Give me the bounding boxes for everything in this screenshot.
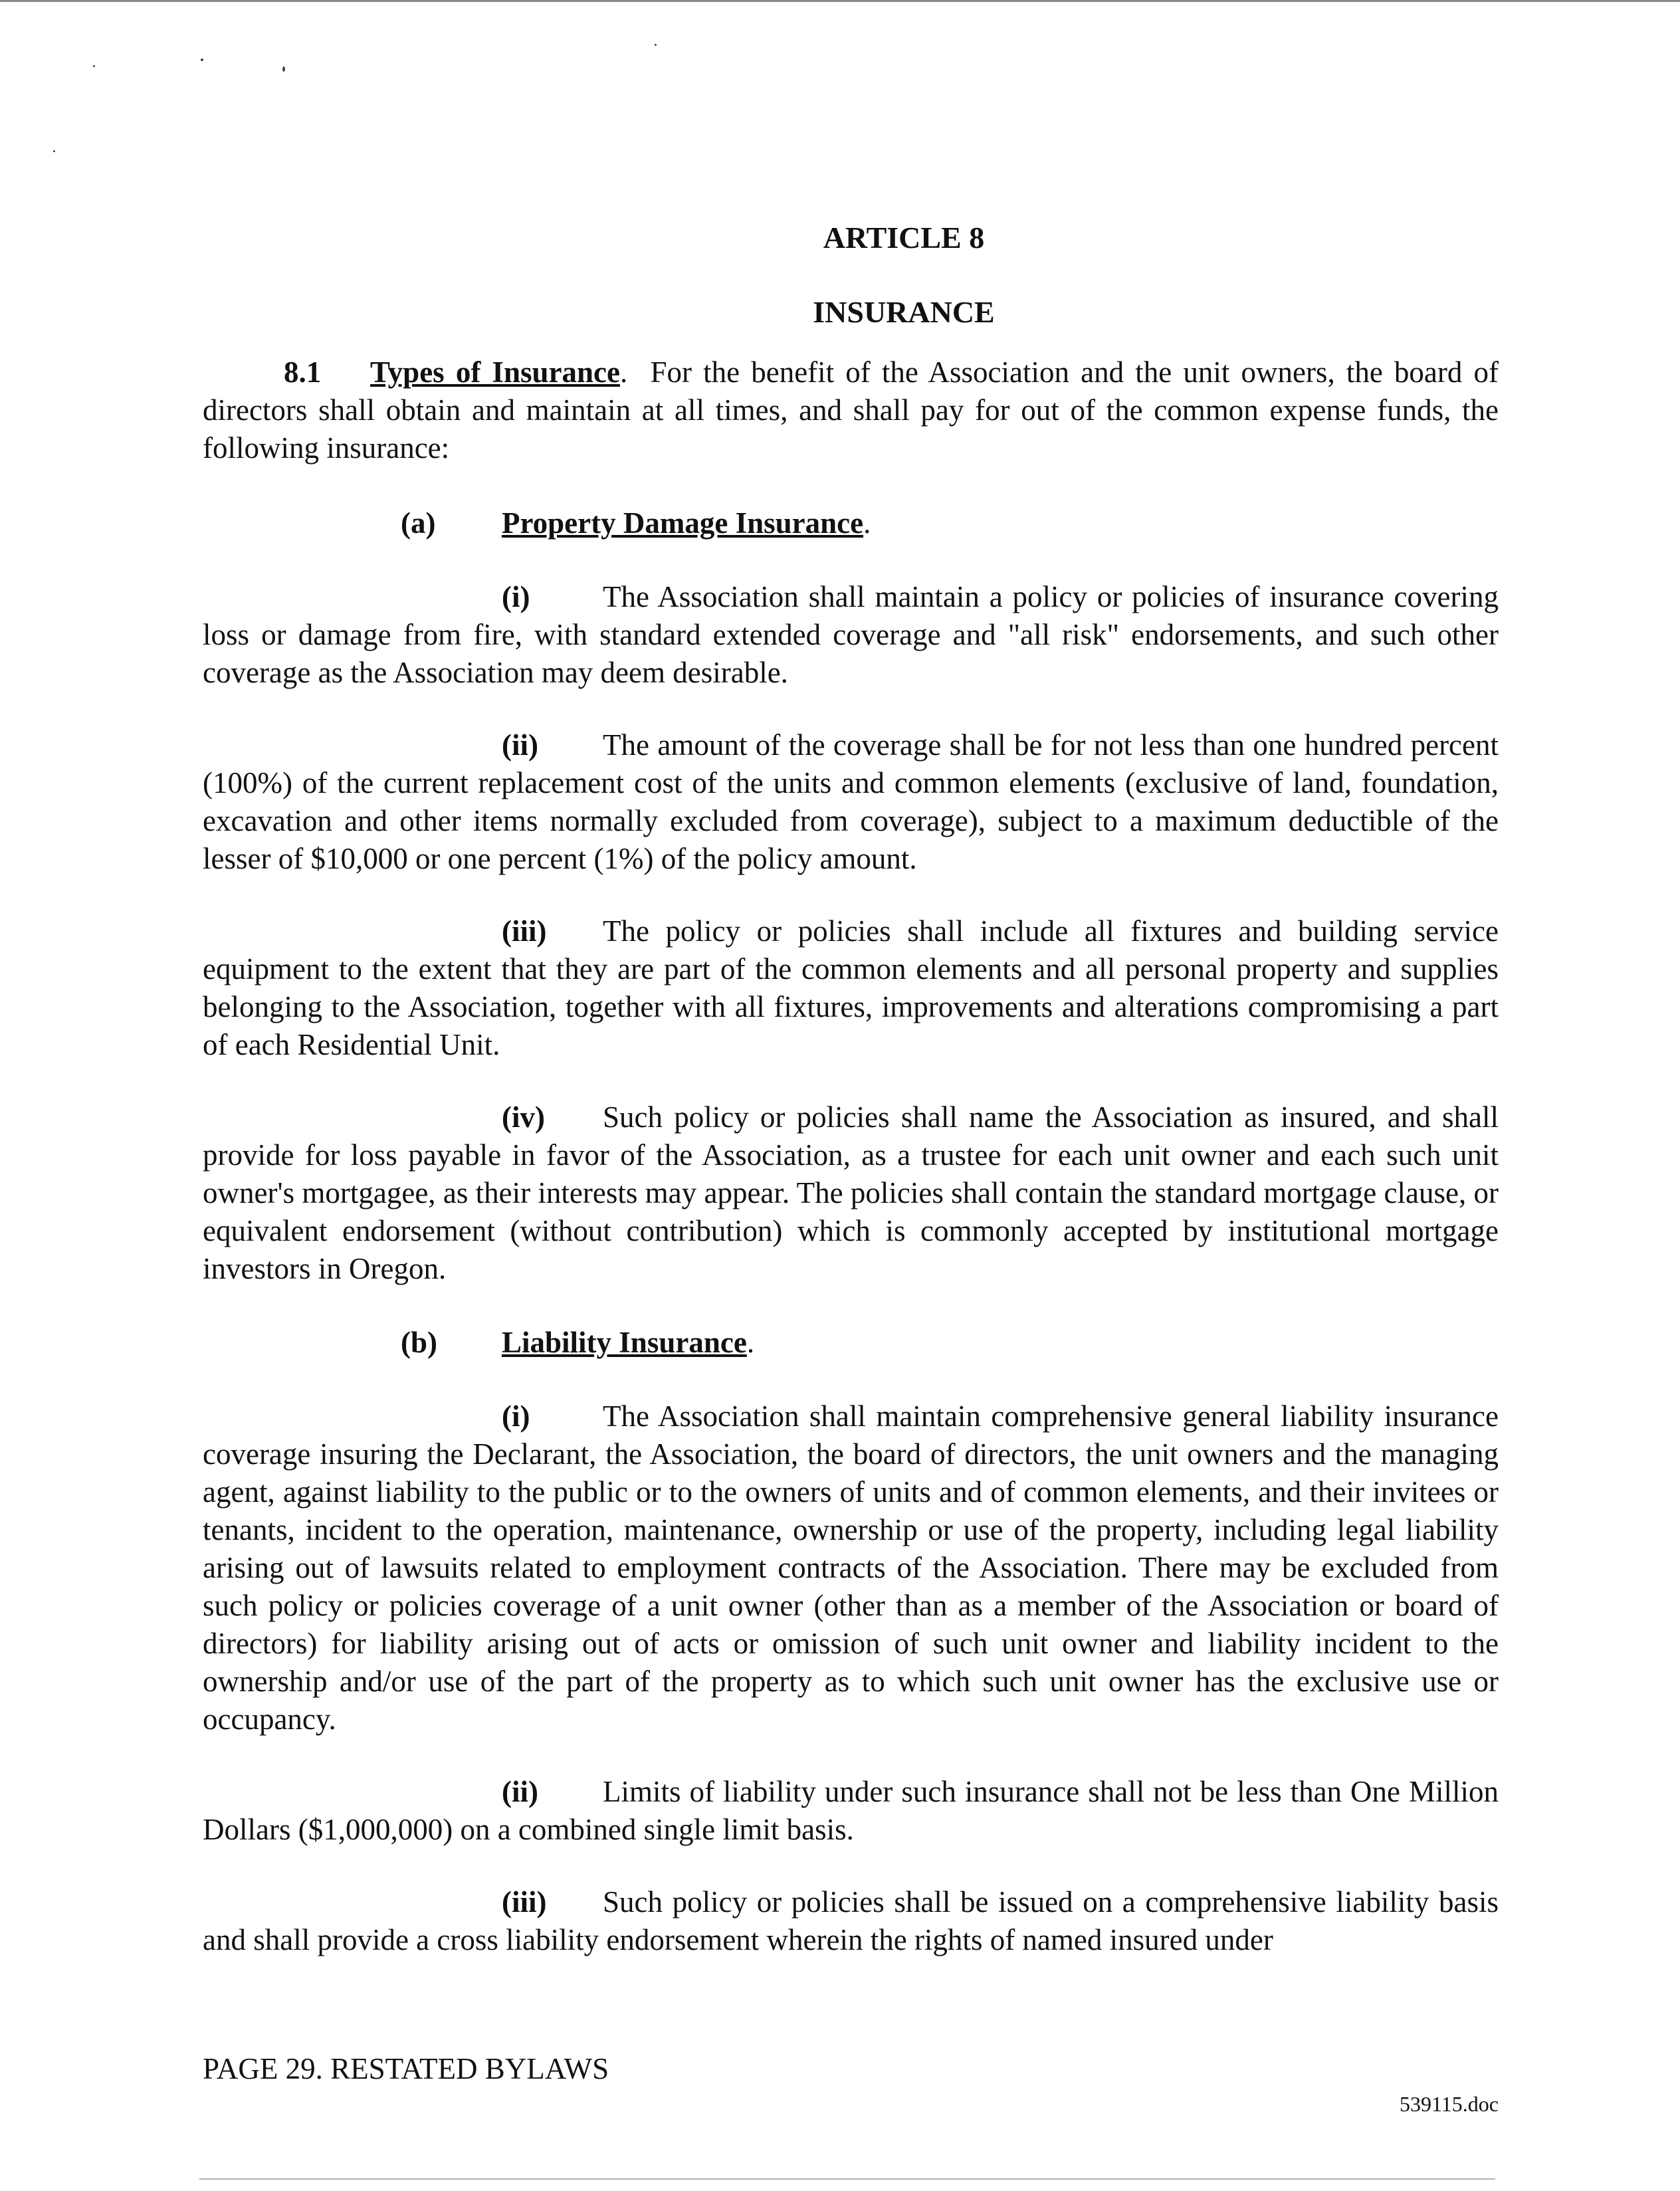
scan-bottom-edge (199, 2178, 1495, 2180)
clause-number: (ii) (502, 1775, 538, 1808)
scan-speck (282, 66, 285, 72)
scan-speck (53, 150, 55, 152)
clause-a-ii (203, 726, 1499, 878)
clause-a-iii (203, 912, 1499, 1064)
clause-text: Limits of liability under such insurance shall not be less than One Million Dollars ($1,000,000) on a combined single limit basis. (203, 1775, 1499, 1846)
clause-number: (iii) (502, 914, 547, 948)
clause-text: The policy or policies shall include all fixtures and building service equipment to the extent that they are part of the common elements and all personal property and supplies belonging to the Association, together with all fixtures, improvements and alterations compromising a part of each Residential Unit. (203, 914, 1499, 1061)
scan-speck (201, 58, 203, 61)
clause-text: The Association shall maintain a policy or policies of insurance covering loss or damage from fire, with standard extended coverage and "all risk" endorsements, and such other coverage as the Association may deem desirable. (203, 580, 1499, 689)
clause-number: (i) (502, 1400, 530, 1433)
clause-b-iii (203, 1883, 1499, 1959)
clause-text: Such policy or policies shall name the Association as insured, and shall provide for loss payable in favor of the Association, as a trustee for each unit owner and each such unit owner's mortgagee, as their interests may appear. The policies shall contain the standard mortgage clause, or equivalent endorsement (without contribution) which is commonly accepted by institutional mortgage investors in Oregon. (203, 1100, 1499, 1285)
section-number: 8.1 (284, 356, 322, 389)
document-page (203, 219, 1499, 1959)
subsection-b-heading: (b) Liability Insurance. (203, 1324, 1499, 1362)
clause-b-i (203, 1398, 1499, 1738)
clause-text: The amount of the coverage shall be for not less than one hundred percent (100%) of the current replacement cost of the units and common elements (exclusive of land, foundation, excavation and other items normally excluded from coverage), subject to a maximum deductible of the lesser of $10,000 or one percent (1%) of the policy amount. (203, 728, 1499, 875)
clause-text: Such policy or policies shall be issued on a comprehensive liability basis and shall provide a cross liability endorsement wherein the rights of named insured under (203, 1885, 1499, 1956)
scan-top-edge (0, 0, 1680, 2)
subsection-a-heading: (a) Property Damage Insurance. (203, 504, 1499, 542)
clause-number: (ii) (502, 728, 538, 762)
subsection-title: Property Damage Insurance (502, 506, 864, 540)
scan-speck (93, 65, 95, 67)
clause-a-iv (203, 1098, 1499, 1288)
clause-number: (iv) (502, 1100, 545, 1134)
clause-a-i (203, 578, 1499, 692)
section-title: Types of Insurance (370, 356, 620, 389)
article-number: ARTICLE 8 (823, 221, 985, 255)
clause-text: The Association shall maintain comprehensive general liability insurance coverage insuring the Declarant, the Association, the board of directors, the unit owners and the managing agent, against liability to the public or to the owners of units and of common elements, and their invitees or tenants, incident to the operation, maintenance, ownership or use of the property, including legal liability arising out of lawsuits related to employment contracts of the Association. There may be excluded from such policy or policies coverage of a unit owner (other than as a member of the Association or board of directors) for liability arising out of acts or omission of such unit owner and liability incident to the ownership and/or use of the part of the property as to which such unit owner has the exclusive use or occupancy. (203, 1400, 1499, 1736)
clause-b-ii (203, 1773, 1499, 1849)
clause-number: (iii) (502, 1885, 547, 1919)
document-id: 539115.doc (1399, 2092, 1499, 2116)
subsection-letter: (b) (401, 1326, 437, 1359)
subsection-title: Liability Insurance (502, 1326, 747, 1359)
subsection-letter: (a) (401, 506, 436, 540)
page-footer: PAGE 29. RESTATED BYLAWS (203, 2052, 609, 2085)
article-title: INSURANCE (813, 295, 995, 329)
section-body: For the benefit of the Association and the unit owners, the board of directors shall obtain and maintain at all times, and shall pay for out of the common expense funds, the following insurance: (203, 356, 1499, 465)
clause-number: (i) (502, 580, 530, 613)
section-8-1: 8.1 Types of Insurance. For the benefit of the Association and the unit owners, the board of directors shall obtain and maintain at all times, and shall pay for out of the common expense funds, the following insurance: (203, 354, 1499, 467)
scan-speck (655, 44, 657, 46)
